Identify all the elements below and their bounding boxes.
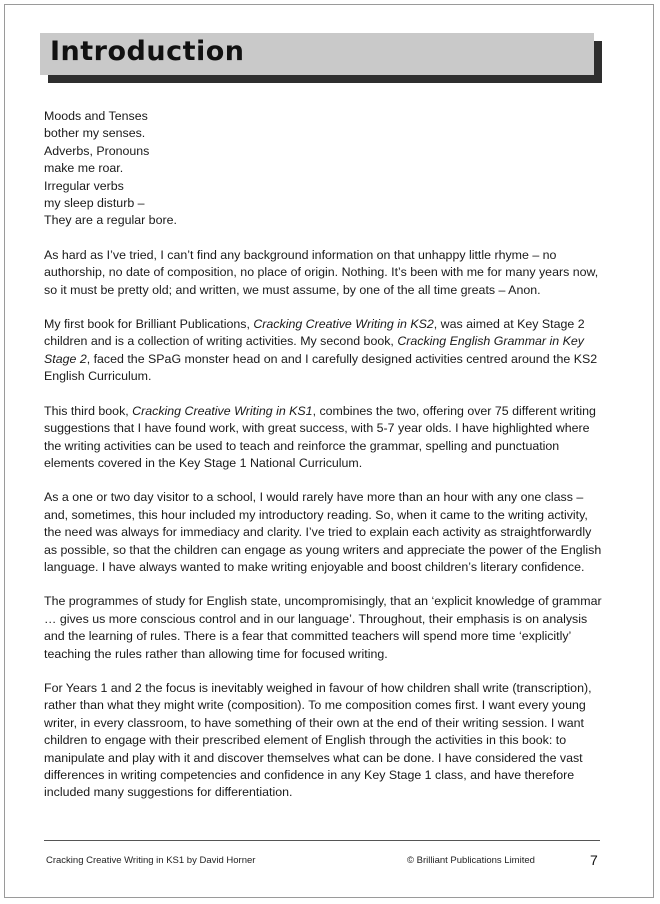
text-run: , faced the SPaG monster head on and I carefully designed activities centred around the KS2 English Curriculum. bbox=[44, 351, 598, 384]
text-run: My first book for Brilliant Publications, bbox=[44, 317, 254, 332]
body-content bbox=[44, 108, 606, 819]
text-run: This third book, bbox=[44, 403, 133, 418]
title-banner bbox=[40, 33, 594, 75]
poem bbox=[44, 108, 606, 230]
text-run: , combines the two, offering over 75 different writing suggestions that I have found work, with great success, with 5-7 year olds. I have highlighted where the writing activities can be used to teach and reinforce the grammar, spelling and punctuation elements covered in the Key Stage 1 National Curriculum. bbox=[44, 403, 596, 470]
paragraph-third-book bbox=[44, 403, 606, 473]
paragraph-years-1-2-focus: For Years 1 and 2 the focus is inevitably weighed in favour of how children shall write (transcription), rather than what they might write (composition). To me composition comes first. I want every young writer, in every classroom, to have something of their own at the end of their writing session. I want children to engage with their prescribed element of English through the activities in this book: to manipulate and play with it and discover themselves what can be done. I have considered the vast differences in writing competencies and confidence in any Key Stage 1 class, and have therefore included many suggestions for differentiation. bbox=[44, 680, 592, 800]
text-run: , was aimed at Key Stage 2 children and is a collection of writing activities. My second book, bbox=[44, 317, 585, 349]
paragraph-rhyme-origin: As hard as I’ve tried, I can’t find any background information on that unhappy little rhyme – no authorship, no date of composition, no place of origin. Nothing. It’s been with me for many years now, so it must be pretty old; and written, we must assume, by one of the all time greats – Anon. bbox=[44, 247, 599, 297]
poem-line: make me roar. bbox=[44, 161, 124, 176]
footer-copyright: © Brilliant Publications Limited bbox=[407, 855, 535, 866]
page-number: 7 bbox=[590, 852, 598, 868]
poem-line: Irregular verbs bbox=[44, 178, 124, 193]
paragraph-programmes-of-study: The programmes of study for English state, uncompromisingly, that an ‘explicit knowledge of grammar … gives us more conscious control and in our language’. Throughout, their emphasis is on analysis and the learning of rules. There is a fear that committed teachers will spend more time ‘explicitly’ teaching the rules rather than allowing time for focused writing. bbox=[44, 594, 602, 661]
paragraph-school-visitor: As a one or two day visitor to a school, I would rarely have more than an hour with any one class – and, sometimes, this hour included my introductory reading. So, when it came to the writing activity, the need was always for immediacy and clarity. I’ve tried to explain each activity as straightforwardly as possible, so that the children can engage as young writers and appreciate the power of the English language. I have always wanted to make writing enjoyable and boost children’s literary confidence. bbox=[44, 490, 602, 574]
poem-line: bother my senses. bbox=[44, 126, 146, 141]
book-title: Cracking Creative Writing in KS1 bbox=[132, 403, 313, 418]
footer-book-credit: Cracking Creative Writing in KS1 by David Horner bbox=[46, 855, 256, 866]
footer-divider bbox=[44, 840, 600, 841]
book-title: Cracking Creative Writing in KS2 bbox=[253, 317, 434, 332]
page-title: Introduction bbox=[50, 36, 245, 67]
poem-line: They are a regular bore. bbox=[44, 213, 177, 228]
poem-line: Moods and Tenses bbox=[44, 109, 148, 123]
book-title: Cracking English Grammar in Key Stage 2 bbox=[44, 334, 584, 366]
poem-line: Adverbs, Pronouns bbox=[44, 143, 150, 158]
poem-line: my sleep disturb – bbox=[44, 196, 145, 211]
paragraph-previous-books bbox=[44, 316, 606, 386]
